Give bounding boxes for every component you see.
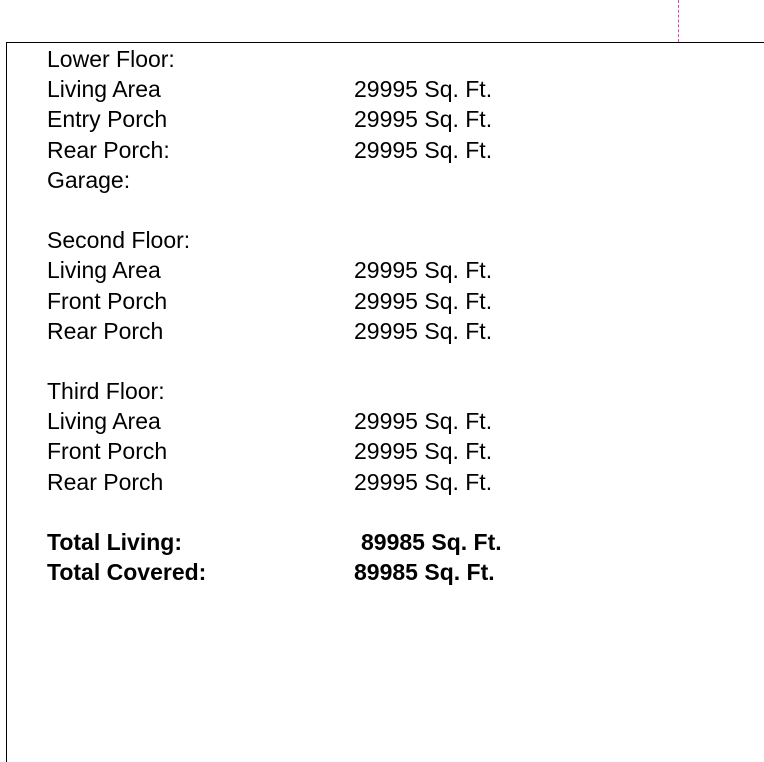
row-label: Entry Porch: [47, 106, 168, 133]
lower-floor-heading: Lower Floor:: [47, 46, 175, 72]
drawing-sheet: [6, 42, 764, 762]
total-covered-value: 89985 Sq. Ft.: [354, 559, 495, 586]
row-value: 29995 Sq. Ft.: [354, 136, 493, 163]
second-floor-heading: Second Floor:: [47, 227, 191, 254]
row-value: 29995 Sq. Ft.: [354, 76, 493, 103]
row-label: Rear Porch: [47, 317, 164, 344]
total-living-label: Total Living:: [47, 529, 183, 555]
row-label: Living Area: [47, 257, 161, 284]
row-label: Living Area: [47, 408, 161, 435]
total-covered-label: Total Covered:: [47, 559, 207, 586]
third-floor-heading: Third Floor:: [47, 378, 165, 405]
row-label: Front Porch: [47, 287, 168, 314]
row-label: Rear Porch:: [47, 136, 170, 163]
row-label: Front Porch: [47, 438, 168, 465]
row-value: 29995 Sq. Ft.: [354, 257, 493, 284]
row-value: 29995 Sq. Ft.: [354, 317, 493, 344]
row-value: 29995 Sq. Ft.: [354, 438, 493, 465]
total-living-value: 89985 Sq. Ft.: [361, 529, 502, 555]
page-guide-line: [678, 0, 679, 42]
row-label: Living Area: [47, 76, 161, 103]
row-label: Garage:: [47, 166, 131, 193]
row-value: 29995 Sq. Ft.: [354, 408, 493, 435]
row-value: 29995 Sq. Ft.: [354, 287, 493, 314]
row-value: 29995 Sq. Ft.: [354, 468, 493, 495]
row-label: Rear Porch: [47, 468, 164, 495]
row-value: 29995 Sq. Ft.: [354, 106, 493, 133]
